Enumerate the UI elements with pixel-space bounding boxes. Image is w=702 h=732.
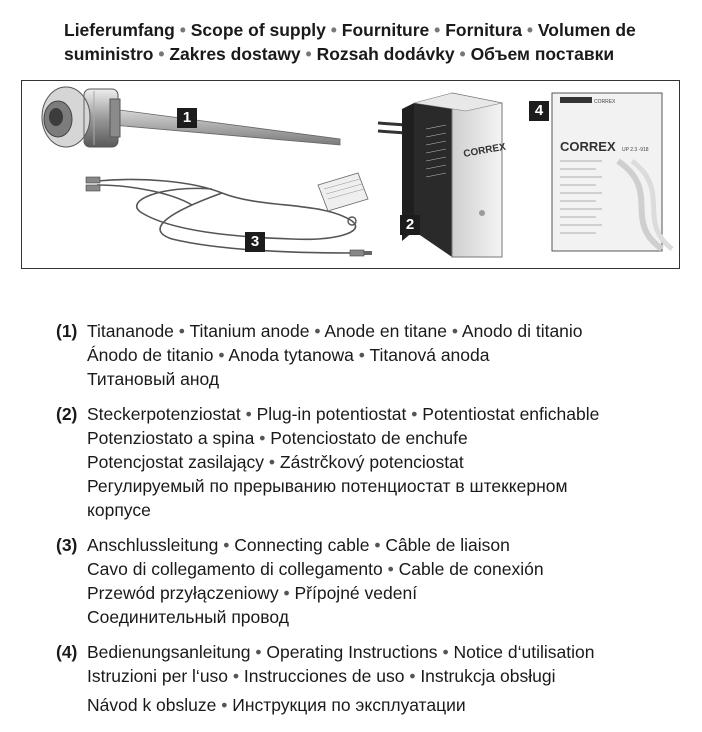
item-line (87, 557, 696, 581)
separator-dot: • (409, 666, 421, 686)
supply-item-3 (56, 533, 696, 629)
separator-dot: • (374, 535, 386, 555)
separator-dot: • (218, 345, 229, 365)
heading-part: Rozsah dodávky (316, 44, 455, 64)
item-line (87, 581, 696, 605)
heading-part: Volumen de suministro (64, 20, 636, 64)
scope-of-supply-heading (64, 18, 684, 66)
term: Instrukcja obsługi (420, 666, 556, 686)
term: Anschlussleitung (87, 535, 219, 555)
term: Titanium anode (189, 321, 310, 341)
term: Přípojné vedení (294, 583, 418, 603)
separator-dot: • (223, 535, 235, 555)
term: Instrucciones de uso (243, 666, 405, 686)
separator-dot: • (178, 321, 190, 341)
term: Anoda tytanowa (228, 345, 354, 365)
term: Ánodo de titanio (87, 345, 214, 365)
term: Potentiostat enfichable (422, 404, 600, 424)
plug-in-potentiostat (378, 93, 502, 257)
device-brand-label: CORREX (462, 141, 507, 160)
product-illustration (22, 81, 680, 269)
term: Notice d‘utilisation (453, 642, 595, 662)
item-line (87, 693, 696, 717)
term: Steckerpotenziostat (87, 404, 241, 424)
term: Zástrčkový potenciostat (279, 452, 464, 472)
heading-part: Lieferumfang (64, 20, 175, 40)
heading-part: Объем поставки (470, 44, 615, 64)
supply-list (56, 319, 696, 717)
term: Przewód przyłączeniowy (87, 583, 279, 603)
term: Cable de conexión (398, 559, 544, 579)
item-line (87, 319, 696, 343)
term: Соединительный провод (87, 607, 289, 627)
term: Potenciostato de enchufe (270, 428, 468, 448)
operating-instructions-manual (552, 93, 672, 251)
item-line (87, 402, 696, 426)
callout-1: 1 (177, 108, 197, 128)
separator-dot: • (158, 44, 165, 64)
term: Титановый анод (87, 369, 220, 389)
cable-label-tag (318, 173, 368, 211)
callout-4: 4 (529, 101, 549, 121)
separator-dot: • (387, 559, 399, 579)
term: Titanová anoda (369, 345, 490, 365)
item-number: (2) (56, 404, 78, 424)
term: корпусе (87, 500, 151, 520)
heading-part: Fourniture (341, 20, 430, 40)
separator-dot: • (459, 44, 466, 64)
item-line (87, 474, 696, 498)
separator-dot: • (232, 666, 244, 686)
heading-part: Zakres dostawy (169, 44, 301, 64)
heading-part: Scope of supply (190, 20, 326, 40)
separator-dot: • (451, 321, 462, 341)
term: Регулируемый по прерыванию потенциостат в штеккерном (87, 476, 568, 496)
item-line (87, 605, 696, 629)
product-photo (21, 80, 680, 269)
item-line (87, 367, 696, 391)
term: Titananode (87, 321, 174, 341)
supply-item-2 (56, 402, 696, 522)
separator-dot: • (255, 642, 267, 662)
item-line (87, 664, 696, 688)
item-line (87, 343, 696, 367)
item-number: (1) (56, 321, 78, 341)
separator-dot: • (434, 20, 441, 40)
item-number: (3) (56, 535, 78, 555)
supply-item-1 (56, 319, 696, 391)
separator-dot: • (526, 20, 534, 40)
supply-item-4 (56, 640, 696, 717)
term: Potenziostato a spina (87, 428, 255, 448)
separator-dot: • (245, 404, 257, 424)
separator-dot: • (268, 452, 280, 472)
separator-dot: • (305, 44, 312, 64)
connecting-cable (97, 180, 356, 254)
callout-2: 2 (400, 215, 420, 235)
separator-dot: • (330, 20, 337, 40)
term: Anodo di titanio (461, 321, 583, 341)
term: Operating Instructions (266, 642, 438, 662)
item-line (87, 640, 696, 664)
term: Návod k obsluze (87, 695, 217, 715)
separator-dot: • (314, 321, 325, 341)
item-line (87, 533, 696, 557)
separator-dot: • (259, 428, 271, 448)
term: Câble de liaison (385, 535, 510, 555)
separator-dot: • (221, 695, 233, 715)
term: Anode en titane (324, 321, 447, 341)
item-number: (4) (56, 642, 78, 662)
separator-dot: • (179, 20, 186, 40)
separator-dot: • (283, 583, 295, 603)
term: Connecting cable (234, 535, 370, 555)
term: Plug-in potentiostat (256, 404, 407, 424)
heading-part: Fornitura (445, 20, 522, 40)
callout-3: 3 (245, 232, 265, 252)
item-line (87, 426, 696, 450)
term: Инструкция по эксплуатации (232, 695, 466, 715)
term: Cavo di collegamento di collegamento (87, 559, 383, 579)
manual-top-tag: CORREX (594, 99, 616, 105)
separator-dot: • (358, 345, 370, 365)
manual-model: UP 2.3 -918 (622, 147, 649, 153)
term: Istruzioni per l‘uso (87, 666, 229, 686)
term: Bedienungsanleitung (87, 642, 251, 662)
item-line (87, 450, 696, 474)
manual-title: CORREX (560, 139, 616, 154)
term: Potencjostat zasilający (87, 452, 265, 472)
separator-dot: • (442, 642, 454, 662)
separator-dot: • (411, 404, 423, 424)
item-line (87, 498, 696, 522)
